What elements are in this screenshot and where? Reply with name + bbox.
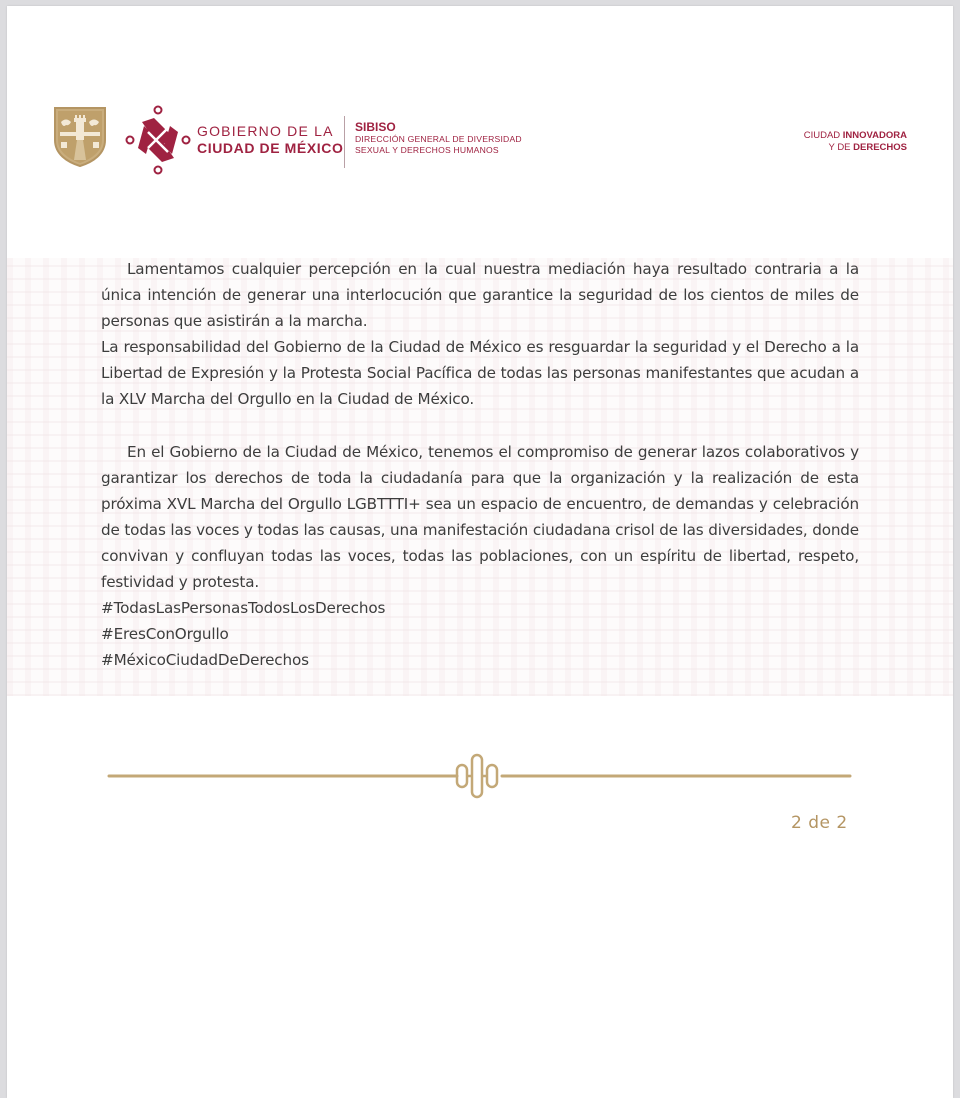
slogan-bold-1: INNOVADORA — [842, 130, 907, 141]
slogan — [804, 130, 907, 154]
slogan-light-1: CIUDAD — [803, 130, 843, 141]
header-separator — [344, 116, 345, 168]
letterhead — [7, 6, 953, 206]
cdmx-knot-logo-icon — [124, 104, 192, 176]
paragraph-gap — [101, 413, 859, 439]
hashtag-1: #TodasLasPersonasTodosLosDerechos — [101, 599, 386, 618]
agency-name — [355, 122, 522, 156]
paragraph-1: Lamentamos cualquier percepción en la cual nuestra mediación haya resultado contraria a la única intención de generar una interlocución que garantice la seguridad de los cientos de miles de personas que asistirán a la marcha. — [101, 260, 859, 331]
slogan-light-2: Y DE — [828, 142, 854, 153]
agency-line-1: DIRECCIÓN GENERAL DE DIVERSIDAD — [355, 134, 522, 144]
cdmx-coat-of-arms-icon — [53, 106, 107, 168]
gov-line-2: CIUDAD DE MÉXICO — [197, 140, 344, 156]
ornamental-divider-icon — [107, 753, 852, 799]
gov-line-1: GOBIERNO DE LA — [197, 123, 334, 139]
hashtag-2: #EresConOrgullo — [101, 625, 229, 644]
agency-title: SIBISO — [355, 120, 396, 134]
hashtag-3: #MéxicoCiudadDeDerechos — [101, 651, 309, 670]
government-name — [197, 123, 344, 157]
paragraph-3: En el Gobierno de la Ciudad de México, tenemos el compromiso de generar lazos colaborativos y garantizar los derechos de toda la ciudadanía para que la organización y la realización de esta próxima XVL Marcha del Orgullo LGBTTTI+ sea un espacio de encuentro, de demandas y celebración de todas las voces y todas las causas, una manifestación ciudadana crisol de las diversidades, donde convivan y confluyan todas las voces, todas las poblaciones, con un espíritu de libertad, respeto, festividad y protesta. — [101, 442, 859, 592]
slogan-bold-2: DERECHOS — [853, 142, 907, 153]
agency-line-2: SEXUAL Y DERECHOS HUMANOS — [355, 145, 499, 155]
paragraph-2: La responsabilidad del Gobierno de la Ciudad de México es resguardar la seguridad y el Derecho a la Libertad de Expresión y la Protesta Social Pacífica de todas las personas manifestantes que acudan a la XLV Marcha del Orgullo en la Ciudad de México. — [101, 338, 859, 409]
document-page — [7, 6, 953, 1098]
page-number: 2 de 2 — [791, 813, 848, 833]
statement-body — [101, 256, 859, 673]
